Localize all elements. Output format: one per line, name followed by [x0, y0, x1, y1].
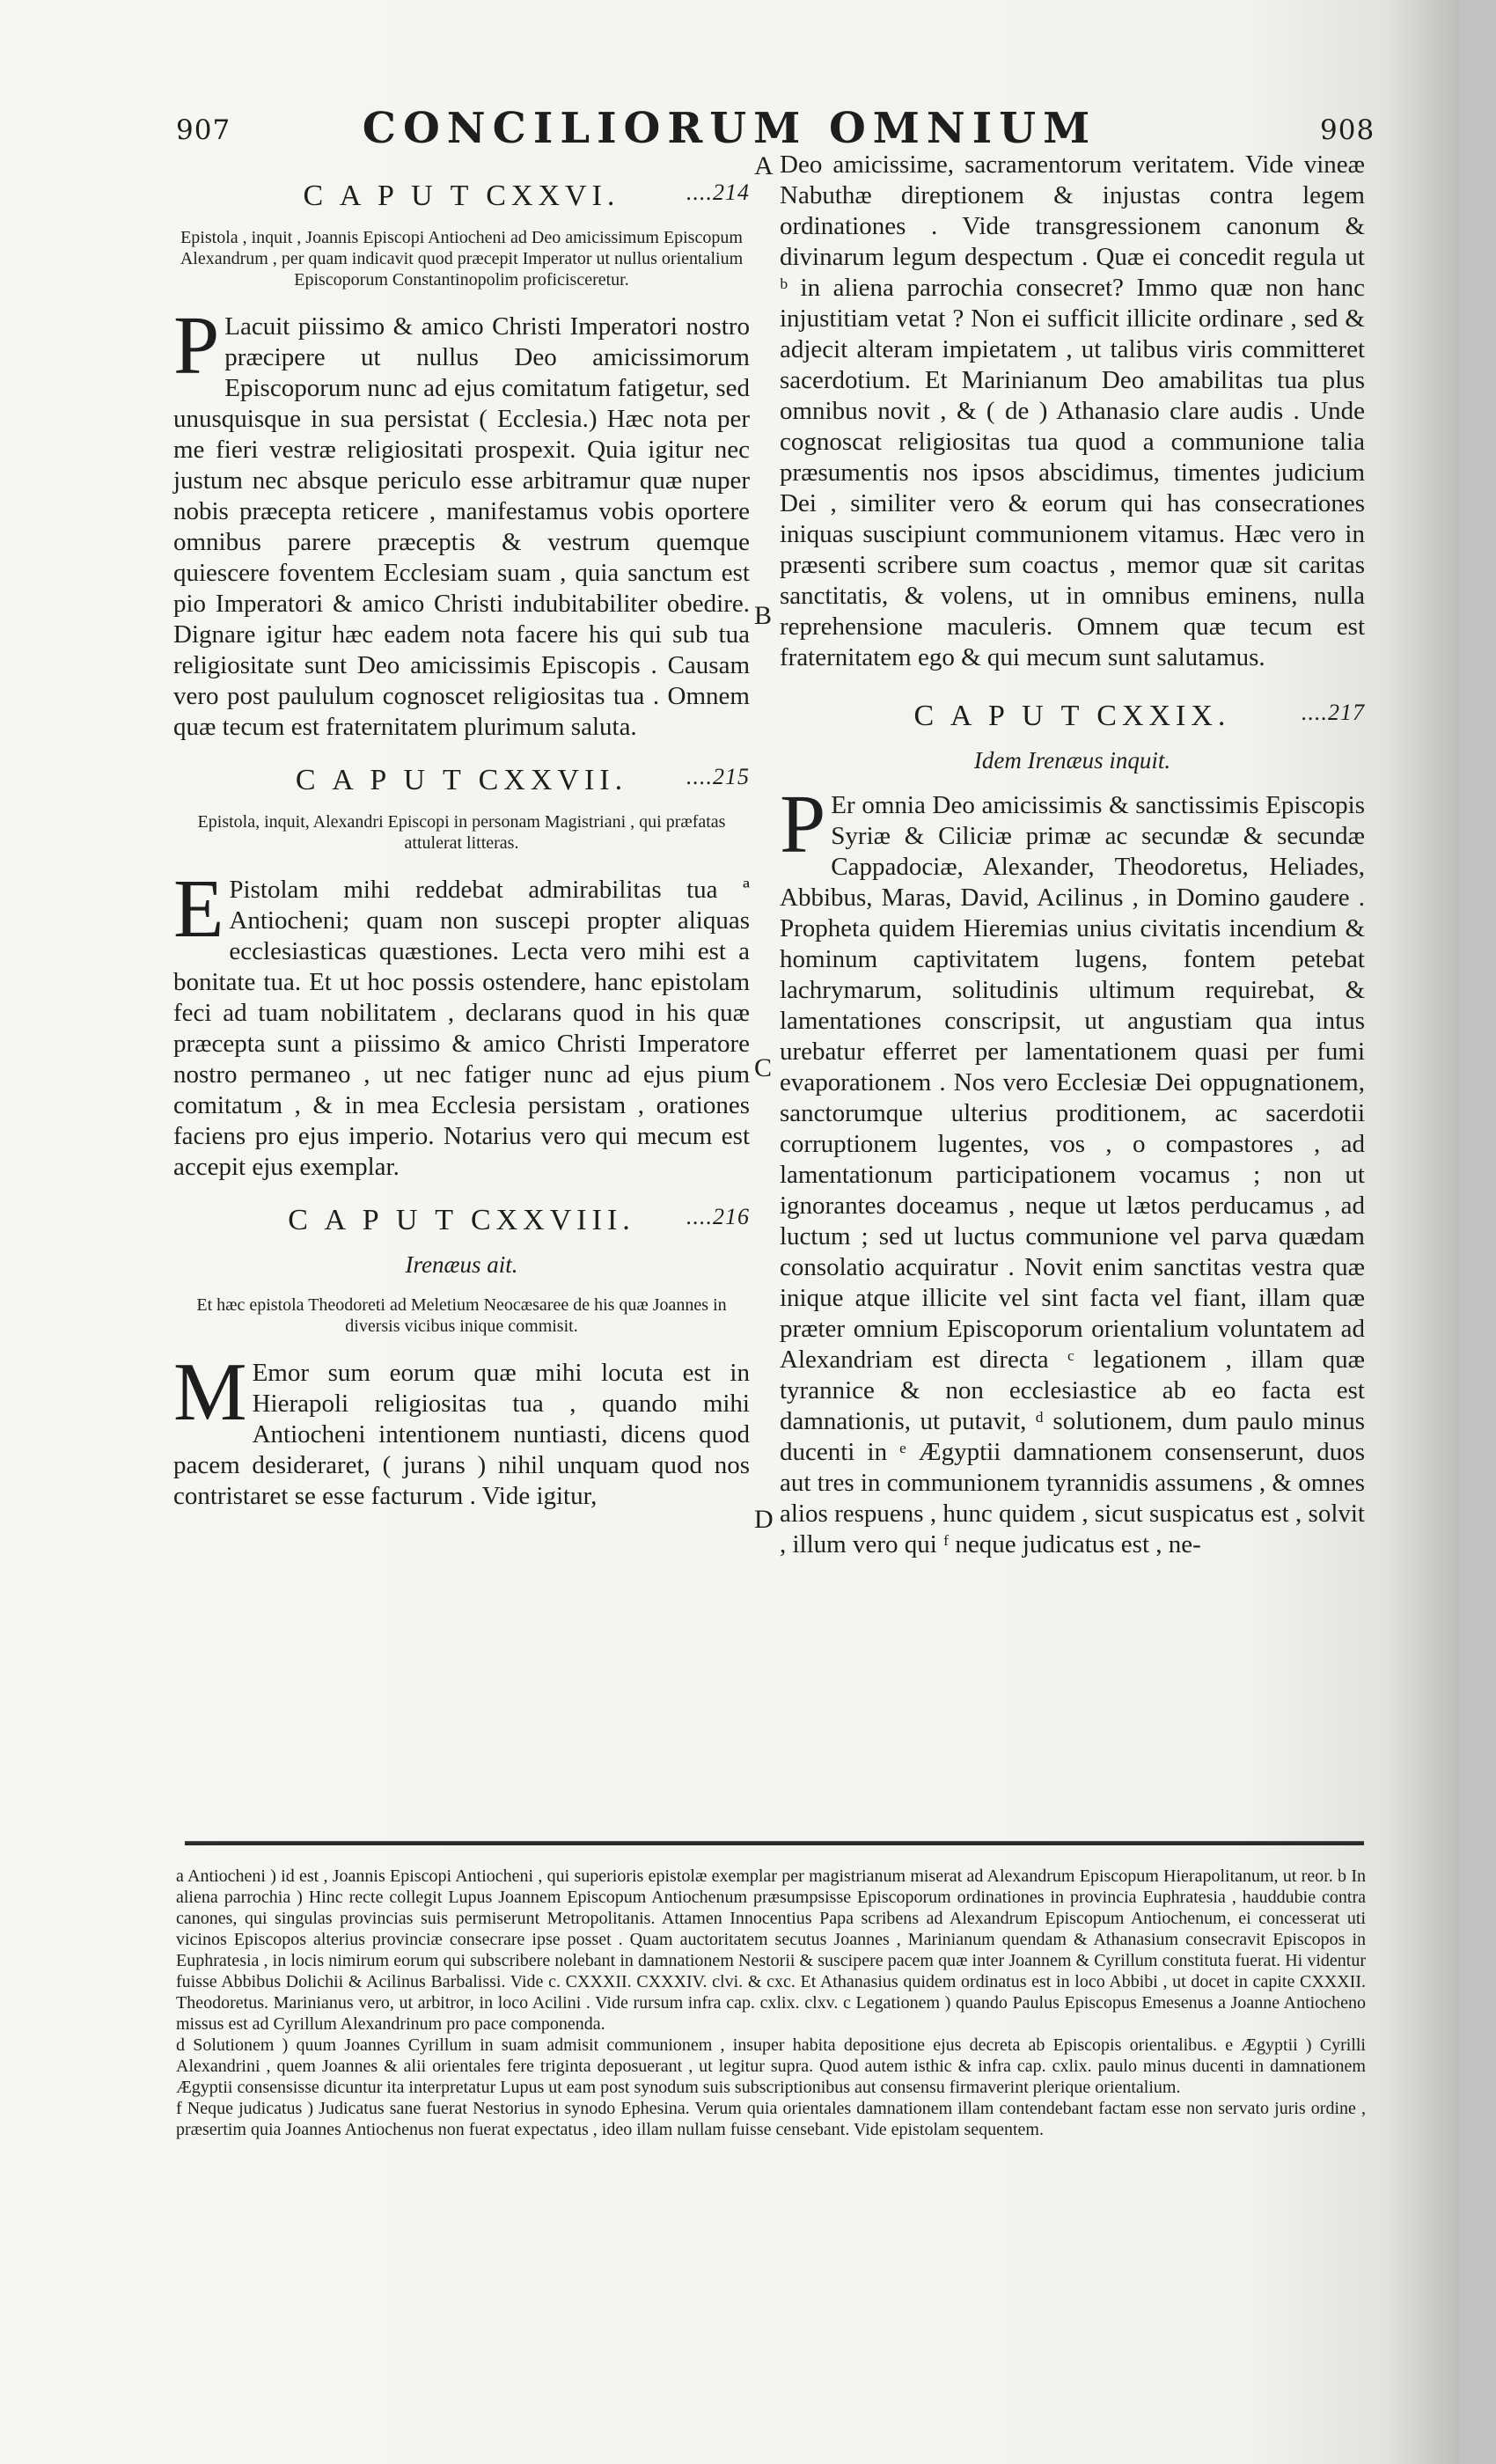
chapter-heading	[780, 700, 1365, 733]
running-title: CONCILIORUM OMNIUM	[362, 104, 1097, 153]
chapter-title: C A P U T CXXVIII.	[288, 1204, 635, 1236]
drop-cap: M	[173, 1346, 247, 1438]
chapter-title: C A P U T CXXVII.	[295, 764, 628, 796]
chapter-body: Pistolam mihi reddebat admirabilitas tua ª Antiocheni; quam non suscepi propter aliquas ecclesiasticas quæstiones. Lecta vero mihi est a bonitate tua. Et ut hoc possis ostendere, hanc epistolam feci ad tuam nobilitatem , declarans quod in his quæ præcepta sunt a piissimo & amico Christi Imperatore nostro permaneo , ut nec fatiger nunc ad ejus pium comitatum , & in mea Ecclesia persistam , orationes faciens pro ejus imperio. Notarius vero qui mecum est accepit ejus exemplar.	[173, 876, 750, 1181]
chapter-text	[173, 863, 750, 1183]
footnote: d Solutionem ) quum Joannes Cyrillum in suam admisit communionem , insuper habita depositione ejus decreta ab Episcopis orientalibus. e Ægyptii ) Cyrilli Alexandrini , quem Joannes & alii orientales fere triginta deposuerant , ut legitur supra. Quod autem isthic & infra cap. cxlix. paulo minus ducenti in damnationem Ægyptii consensisse dicuntur ita interpretatur Lupus ut eam post synodum suis subscriptionibus aut consensu firmaverint plerique orientalium.	[176, 2035, 1366, 2097]
margin-letter-d: D	[754, 1505, 774, 1534]
chapter-page-ref: ....216	[686, 1204, 750, 1229]
footnotes	[176, 1866, 1366, 2140]
continued-text: Deo amicissime, sacramentorum veritatem. Vide vineæ Nabuthæ direptionem & injustas contra legem ordinationes . Vide transgressionem canonum & divinarum legum despectum . Quæ ei concedit regula ut ᵇ in aliena parrochia consecret? Immo quæ non hanc injustitiam vetat ? Non ei sufficit illicite ordinare , sed & adjecit alteram impietatem , ut talibus viris committeret sacerdotium. Et Marinianum Deo amabilitas tua plus omnibus novit , & ( de ) Athanasio clare audis . Unde cognoscat religiositas tua quod a communione talia præsumentis nos ipsos abscidimus, timentes judicium Dei , similiter vero & eorum qui has consecrationes iniquas suscipiunt communionem vitamus. Hæc vero in præsenti scribere sum coactus , memor quæ sit caritas sanctitatis, & volens, ut in omnibus eminens, nulla reprehensione maculeris. Omnem quæ tecum est fraternitatem ego & qui mecum sunt salutamus.	[780, 150, 1365, 671]
page-number-left: 907	[176, 114, 231, 146]
chapter-summary: Epistola , inquit , Joannis Episcopi Antiocheni ad Deo amicissimum Episcopum Alexandrum , per quam indicavit quod præcepit Imperator ut nullus orientalium Episcoporum Constantinopolim proficisceretur.	[180, 228, 744, 290]
left-column	[173, 150, 750, 1512]
chapter-page-ref: ....217	[1302, 700, 1365, 725]
footnote-divider	[185, 1841, 1364, 1845]
page-number-right: 908	[1320, 114, 1375, 146]
chapter-title: C A P U T CXXVI.	[303, 180, 620, 212]
margin-letter-b: B	[754, 601, 773, 630]
chapter-subtitle: Idem Irenæus inquit.	[973, 747, 1171, 774]
chapter-heading	[173, 1204, 750, 1237]
margin-letter-c: C	[754, 1053, 773, 1082]
drop-cap: P	[780, 779, 826, 870]
chapter-title: C A P U T CXXIX.	[913, 700, 1231, 732]
chapter-page-ref: ....214	[686, 180, 750, 205]
chapter-text	[780, 779, 1365, 1560]
chapter-heading	[173, 764, 750, 797]
footnote: f Neque judicatus ) Judicatus sane fuerat Nestorius in synodo Ephesina. Verum quia orientales damnationem illam contendebant factam esse non servato juris ordine , præsertim quia Joannes Antiochenus non fuerat expectatus , ideo illam nullam fuisse censebant. Vide epistolam sequentem.	[176, 2099, 1366, 2139]
page-edge-shadow	[1459, 0, 1496, 2464]
chapter-summary: Et hæc epistola Theodoreti ad Meletium Neocæsaree de his quæ Joannes in diversis vicibus inique commisit.	[196, 1295, 727, 1336]
chapter-subtitle: Irenæus ait.	[405, 1251, 518, 1278]
drop-cap: E	[173, 863, 224, 955]
chapter-heading	[173, 180, 750, 213]
margin-letter-a: A	[754, 151, 774, 180]
chapter-summary: Epistola, inquit, Alexandri Episcopi in personam Magistriani , qui præfatas attulerat litteras.	[197, 812, 726, 853]
chapter-body: Emor sum eorum quæ mihi locuta est in Hierapoli religiositas tua , quando mihi Antiocheni intentionem nuntiasti, dicens quod pacem desideraret, ( jurans ) nihil unquam quod nos contristaret se esse facturum . Vide igitur,	[173, 1359, 750, 1510]
drop-cap: P	[173, 300, 220, 392]
right-column	[780, 150, 1365, 1560]
chapter-body: Er omnia Deo amicissimis & sanctissimis Episcopis Syriæ & Ciliciæ primæ ac secundæ & secundæ Cappadociæ, Alexander, Theodoretus, Heliades, Abbibus, Maras, David, Acilinus , in Domino gaudere . Propheta quidem Hieremias unius civitatis incendium & hominum captivitatem lugens, fontem petebat lachrymarum, solitudinis ultimum requirebat, & lamentationes conscripsit, ut angustiam qua intus urebatur efferret per lamentationem quasi per fumi evaporationem . Nos vero Ecclesiæ Dei oppugnationem, sanctorumque ulterius proditionem, ac sacerdotii corruptionem lugentes, vos , o compastores , ad lamentationum participationem vocamus ; non ut ignorantes doceamus , neque ut lætos perducamus , ad luctum ; sed ut luctus communione vel parva quædam consolatio acquiratur . Novit enim sanctitas vestra quæ inique atque illicite vel sint facta vel fiant, illam quæ præter omnium Episcoporum orientalium voluntatem ad Alexandriam est directa ᶜ legationem , illam quæ tyrannice & non ecclesiastice ab eo facta est damnationis, ut putavit, ᵈ solutionem, dum paulo minus ducenti in ᵉ Ægyptii damnationem consenserunt, duos aut tres in communionem tyrannidis assumens , & omnes alios respuens , hunc quidem , sicut suspicatus est , solvit , illum vero qui ᶠ neque judicatus est , ne-	[780, 791, 1365, 1558]
footnote: a Antiocheni ) id est , Joannis Episcopi Antiocheni , qui superioris epistolæ exemplar per magistrianum miserat ad Alexandrum Episcopum Hierapolitanum, ut reor. b In aliena parrochia ) Hinc recte collegit Lupus Joannem Episcopum Antiochenum præsumpsisse Episcoporum ordinationes in provincia Euphratesia , hauddubie contra canones, qui singulas provincias suis permiserunt Metropolitanis. Attamen Innocentius Papa scribens ad Alexandrum Episcopum Antiochenum, ei concesserat uti vicinos Episcopos alterius provinciæ consecrare ipse posset . Quam auctoritatem secutus Joannes , Marinianum quendam & Athanasium consecravit Episcopos in Euphratesia , in locis nimirum eorum qui subscribere nolebant in damnationem Nestorii & suscipere pacem quæ inter Joannem & Cyrillum constituta fuerat. Hi videntur fuisse Abbibus Dolichii & Acilinus Barbalissi. Vide c. CXXXII. CXXXIV. clvi. & cxc. Et Athanasius quidem ordinatus est in loco Abbibi , ut docet in capite CXXXII. Theodoretus. Marinianus vero, ut arbitror, in loco Acilini . Vide rursum infra cap. cxlix. clxv. c Legationem ) quando Paulus Episcopus Emesenus a Joanne Antiocheno missus est ad Cyrillum Alexandrinum pro pace componenda.	[176, 1866, 1366, 2034]
chapter-page-ref: ....215	[686, 764, 750, 789]
chapter-text	[173, 1346, 750, 1512]
chapter-text	[173, 300, 750, 743]
chapter-body: Lacuit piissimo & amico Christi Imperatori nostro præcipere ut nullus Deo amicissimorum Episcoporum nunc ad ejus comitatum fatigetur, sed unusquisque in sua persistat ( Ecclesia.) Hæc nota per me fieri vestræ religiositati prospexit. Quia igitur nec justum nec absque periculo esse arbitramur quæ nuper nobis præcepta reticere , manifestamus vobis oportere omnibus parere præceptis & vestrum quemque quiescere foventem Ecclesiam suam , quia sanctum est pio Imperatori & amico Christi indubitabiliter obedire. Dignare igitur hæc eadem nota facere his qui sub tua religiositate sunt Deo amicissimis Episcopis . Causam vero post paululum cognoscet religiositas tua . Omnem quæ tecum est fraternitatem plurimum saluta.	[173, 312, 750, 741]
